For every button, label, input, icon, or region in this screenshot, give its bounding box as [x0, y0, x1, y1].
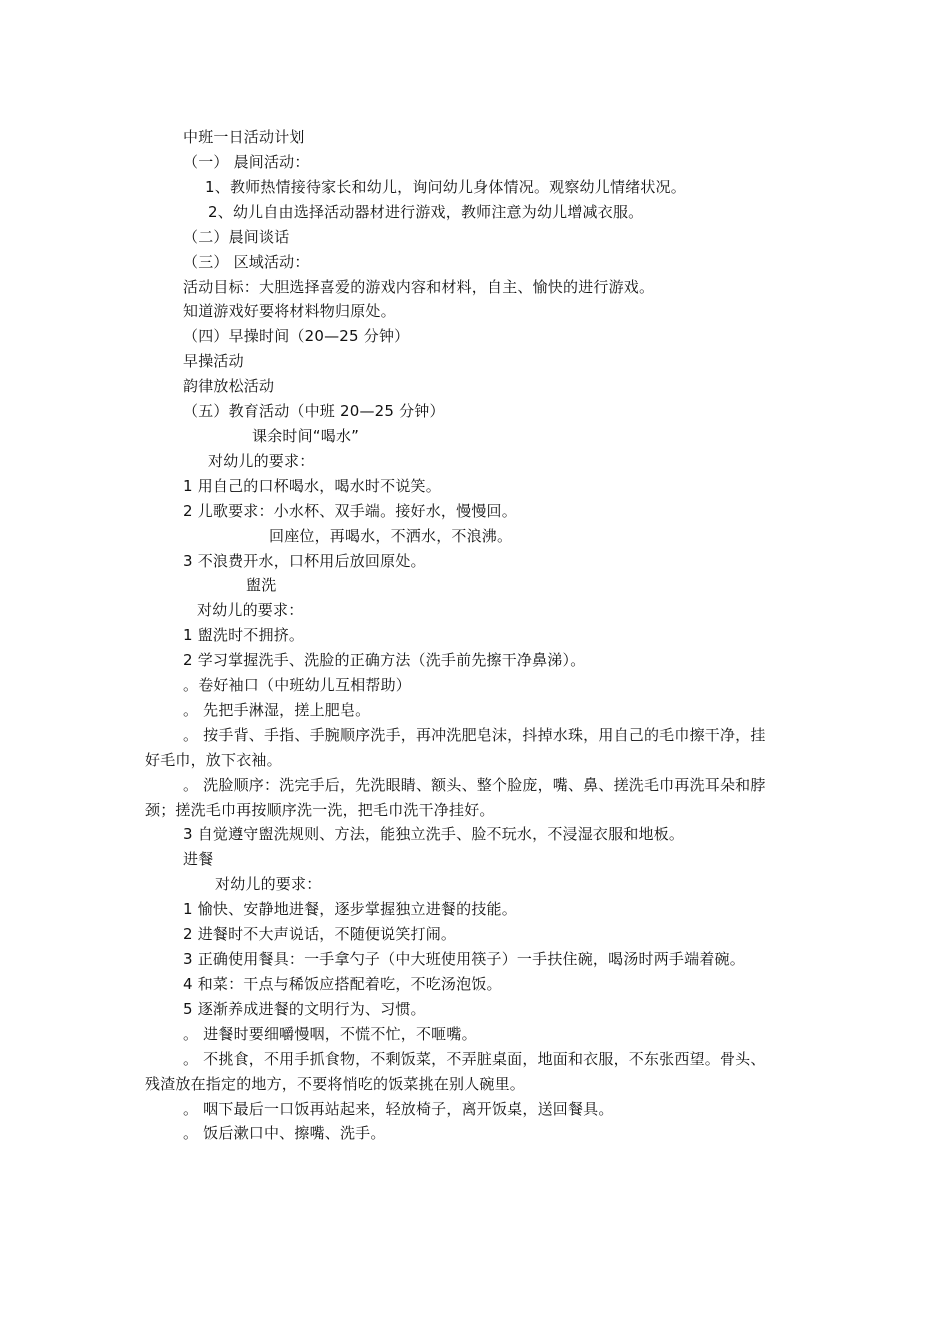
- section-heading: （五）教育活动（中班 20—25 分钟）: [183, 402, 445, 420]
- subsection-heading: 盥洗: [246, 576, 277, 594]
- paragraph-line: 回座位，再喝水，不洒水，不浪沸。: [269, 527, 513, 545]
- list-item: 3 自觉遵守盥洗规则、方法，能独立洗手、脸不玩水，不浸湿衣服和地板。: [183, 825, 685, 843]
- list-item: 1 盥洗时不拥挤。: [183, 626, 305, 644]
- paragraph-line: 好毛巾，放下衣袖。: [145, 751, 282, 769]
- paragraph-line: 知道游戏好要将材料物归原处。: [183, 302, 396, 320]
- bullet-item: 。 不挑食，不用手抓食物，不剩饭菜，不弄脏桌面，地面和衣服，不东张西望。骨头、: [183, 1050, 766, 1068]
- section-heading: （四）早操时间（20—25 分钟）: [183, 327, 410, 345]
- list-item: 2 学习掌握洗手、洗脸的正确方法（洗手前先擦干净鼻涕）。: [183, 651, 586, 669]
- list-item: 2 进餐时不大声说话，不随便说笑打闹。: [183, 925, 457, 943]
- paragraph-line: 颈；搓洗毛巾再按顺序洗一洗，把毛巾洗干净挂好。: [145, 801, 495, 819]
- paragraph-line: 残渣放在指定的地方，不要将悄吃的饭菜挑在别人碗里。: [145, 1075, 526, 1093]
- bullet-item: 。卷好袖口（中班幼儿互相帮助）: [183, 676, 412, 694]
- bullet-item: 。 饭后漱口中、擦嘴、洗手。: [183, 1124, 386, 1142]
- paragraph-line: 活动目标：大胆选择喜爱的游戏内容和材料，自主、愉快的进行游戏。: [183, 278, 655, 296]
- paragraph-line: 韵律放松活动: [183, 377, 275, 395]
- bullet-item: 。 先把手淋湿，搓上肥皂。: [183, 701, 371, 719]
- paragraph-line: 对幼儿的要求：: [197, 601, 304, 619]
- section-heading: （二）晨间谈话: [183, 228, 290, 246]
- section-heading: （一） 晨间活动：: [183, 153, 310, 171]
- list-item: 3 不浪费开水，口杯用后放回原处。: [183, 552, 426, 570]
- bullet-item: 。 咽下最后一口饭再站起来，轻放椅子，离开饭桌，送回餐具。: [183, 1100, 614, 1118]
- bullet-item: 。 进餐时要细嚼慢咽，不慌不忙，不咂嘴。: [183, 1025, 477, 1043]
- list-item: 3 正确使用餐具：一手拿勺子（中大班使用筷子）一手扶住碗，喝汤时两手端着碗。: [183, 950, 745, 968]
- paragraph-line: 对幼儿的要求：: [208, 452, 315, 470]
- bullet-item: 。 按手背、手指、手腕顺序洗手，再冲洗肥皂沫，抖掉水珠，用自己的毛巾擦干净，挂: [183, 726, 766, 744]
- subsection-heading: 课余时间“喝水”: [252, 427, 360, 445]
- section-heading: （三） 区域活动：: [183, 253, 310, 271]
- list-item: 5 逐渐养成进餐的文明行为、习惯。: [183, 1000, 426, 1018]
- subsection-heading: 进餐: [183, 850, 214, 868]
- document-title: 中班一日活动计划: [183, 128, 305, 146]
- list-item: 2、幼儿自由选择活动器材进行游戏，教师注意为幼儿增减衣服。: [208, 203, 644, 221]
- paragraph-line: 对幼儿的要求：: [215, 875, 322, 893]
- list-item: 1 用自己的口杯喝水，喝水时不说笑。: [183, 477, 441, 495]
- list-item: 4 和菜：干点与稀饭应搭配着吃，不吃汤泡饭。: [183, 975, 502, 993]
- paragraph-line: 早操活动: [183, 352, 244, 370]
- list-item: 1 愉快、安静地进餐，逐步掌握独立进餐的技能。: [183, 900, 517, 918]
- bullet-item: 。 洗脸顺序：洗完手后，先洗眼睛、额头、整个脸庞，嘴、鼻、搓洗毛巾再洗耳朵和脖: [183, 776, 766, 794]
- list-item: 1、教师热情接待家长和幼儿，询问幼儿身体情况。观察幼儿情绪状况。: [205, 178, 686, 196]
- list-item: 2 儿歌要求：小水杯、双手端。接好水，慢慢回。: [183, 502, 517, 520]
